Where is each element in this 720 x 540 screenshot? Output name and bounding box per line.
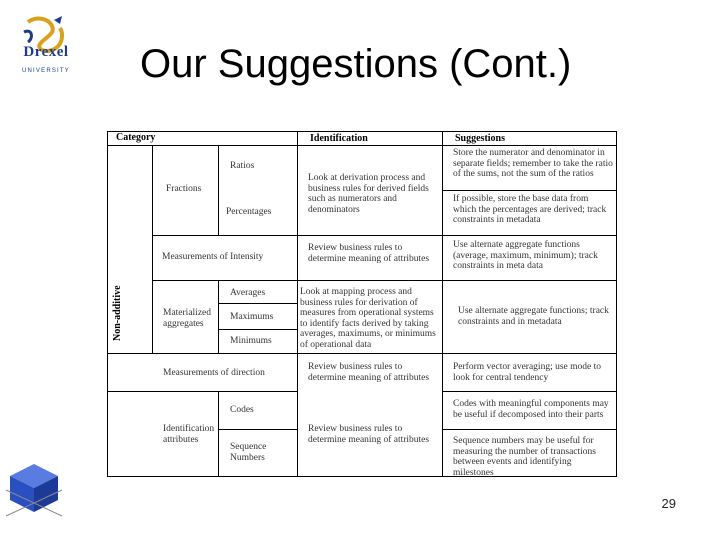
row-divider	[442, 429, 617, 430]
ratios-suggestion: Store the numerator and denominator in separate fields; remember to take the ratio of the sums, not the sum of the ratios	[453, 148, 613, 179]
category-materialized-aggregates: Materialized aggregates	[163, 308, 212, 329]
row-divider	[442, 190, 617, 191]
side-label-non-additive: Non-additive	[112, 285, 123, 341]
subcategory-divider	[218, 145, 219, 235]
row-divider	[152, 235, 617, 236]
subcategory-divider	[218, 280, 219, 353]
materialized-suggestion: Use alternate aggregate functions; track constraints and in metadata	[458, 306, 609, 327]
category-intensity: Measurements of Intensity	[162, 252, 264, 262]
category-fractions: Fractions	[166, 184, 202, 194]
subcategory-sequence-numbers: Sequence Numbers	[230, 442, 267, 463]
subcategory-codes: Codes	[230, 405, 254, 415]
header-underline	[107, 145, 617, 146]
subcategory-minimums: Minimums	[230, 336, 272, 346]
row-divider	[107, 353, 617, 354]
subcategory-maximums: Maximums	[230, 312, 274, 322]
sequence-suggestion: Sequence numbers may be useful for measuring the number of transactions between events and identifying milestones	[453, 436, 596, 478]
column-divider	[297, 131, 298, 477]
column-divider	[442, 131, 443, 477]
fractions-identification: Look at derivation process and business rules for derived fields such as numerators and denominators	[308, 173, 429, 215]
subcategory-percentages: Percentages	[226, 207, 272, 217]
row-divider	[218, 429, 297, 430]
subcategory-ratios: Ratios	[230, 161, 255, 171]
side-label-divider	[152, 145, 153, 353]
logo-subtitle: UNIVERSITY	[21, 68, 70, 74]
header-category: Category	[116, 132, 156, 143]
subcategory-divider	[218, 391, 219, 477]
header-suggestions: Suggestions	[455, 133, 506, 144]
row-divider	[107, 391, 297, 392]
header-identification: Identification	[310, 133, 368, 144]
subcategory-averages: Averages	[230, 288, 266, 298]
row-divider	[442, 391, 617, 392]
id-attributes-identification: Review business rules to determine meaning of attributes	[308, 424, 430, 445]
slide-title: Our Suggestions (Cont.)	[140, 42, 572, 86]
direction-suggestion: Perform vector averaging; use mode to look for central tendency	[453, 362, 601, 383]
materialized-identification: Look at mapping process and business rules for derivation of measures from operational systems to identify facts derived by taking averages, maximums, or minimums of operational data	[300, 287, 436, 350]
codes-suggestion: Codes with meaningful components may be useful if decomposed into their parts	[453, 399, 609, 420]
page-number: 29	[661, 496, 676, 511]
direction-identification: Review business rules to determine meaning of attributes	[308, 362, 430, 383]
row-divider	[152, 280, 617, 281]
decorative-cube-icon	[4, 460, 64, 520]
row-divider	[218, 303, 297, 304]
category-direction: Measurements of direction	[163, 368, 265, 378]
row-divider	[218, 329, 297, 330]
category-identification-attributes: Identification attributes	[163, 424, 215, 445]
logo-wordmark: Drexel	[23, 44, 69, 60]
intensity-suggestion: Use alternate aggregate functions (average, maximum, minimum); track constraints in meta data	[453, 240, 598, 271]
intensity-identification: Review business rules to determine meaning of attributes	[308, 243, 430, 264]
percentages-suggestion: If possible, store the base data from which the percentages are derived; track constraints in metadata	[453, 194, 607, 225]
